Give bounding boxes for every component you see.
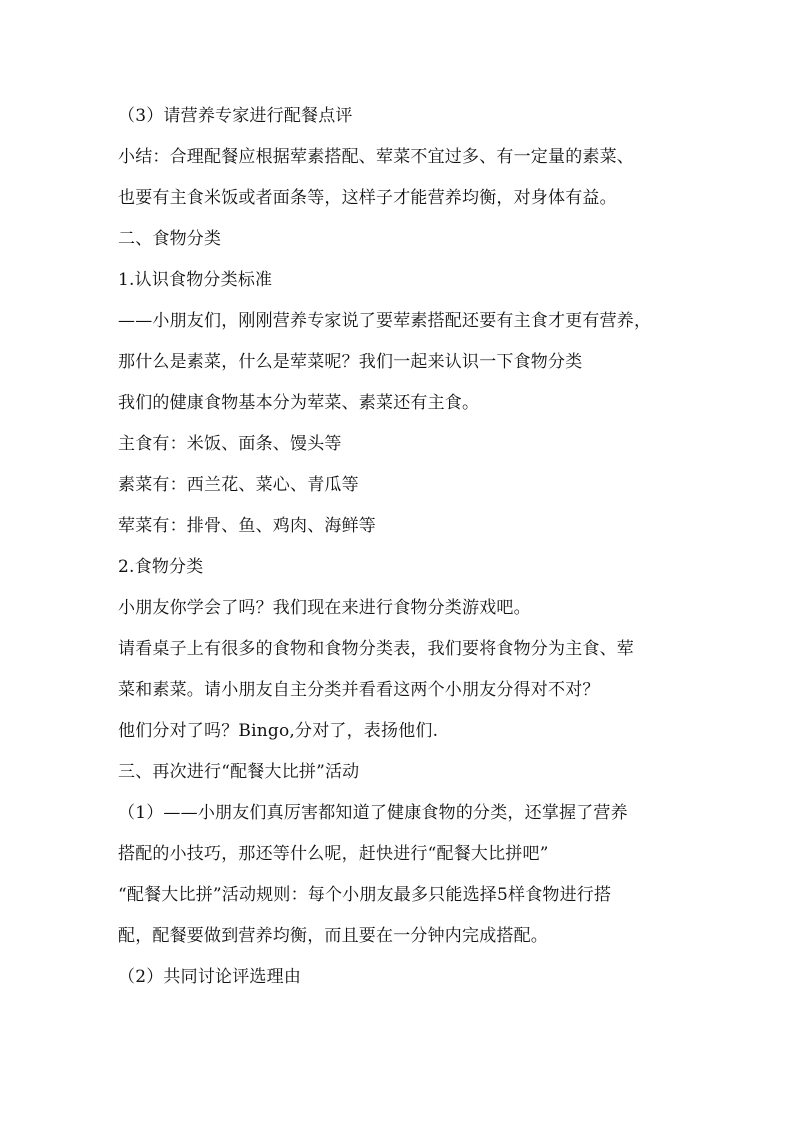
meat-food-line: 荤菜有：排骨、鱼、鸡肉、海鲜等 <box>118 516 376 536</box>
paragraph-line: 搭配的小技巧，那还等什么呢，赶快进行“配餐大比拼吧” <box>118 844 549 864</box>
paragraph-line: 请看桌子上有很多的食物和食物分类表，我们要将食物分为主食、荤 <box>118 639 634 659</box>
paragraph-line: 他们分对了吗？Bingo,分对了，表扬他们. <box>118 721 439 741</box>
document-body <box>118 96 688 998</box>
summary-line-1: 小结：合理配餐应根据荤素搭配、荤菜不宜过多、有一定量的素菜、 <box>118 147 634 167</box>
paragraph-line: ——小朋友们，刚刚营养专家说了要荤素搭配还要有主食才更有营养， <box>118 311 652 331</box>
subsection-1-heading: 1.认识食物分类标准 <box>118 270 273 290</box>
discussion-line: （2）共同讨论评选理由 <box>118 967 302 987</box>
staple-food-line: 主食有：米饭、面条、馒头等 <box>118 434 342 454</box>
section-3-activity-heading: 三、再次进行“配餐大比拼”活动 <box>118 762 360 782</box>
activity-rules-line: 配，配餐要做到营养均衡，而且要在一分钟内完成搭配。 <box>118 926 548 946</box>
activity-rules-line: “配餐大比拼”活动规则：每个小朋友最多只能选择5样食物进行搭 <box>118 885 612 905</box>
summary-line-2: 也要有主食米饭或者面条等，这样子才能营养均衡，对身体有益。 <box>118 188 617 208</box>
vegetable-food-line: 素菜有：西兰花、菜心、青瓜等 <box>118 475 359 495</box>
section-food-classification-heading: 二、食物分类 <box>118 229 222 249</box>
subsection-2-heading: 2.食物分类 <box>118 557 204 577</box>
paragraph-line: （1）——小朋友们真厉害都知道了健康食物的分类，还掌握了营养 <box>118 803 628 823</box>
paragraph-line: 我们的健康食物基本分为荤菜、素菜还有主食。 <box>118 393 480 413</box>
paragraph-line: 菜和素菜。请小朋友自主分类并看看这两个小朋友分得对不对？ <box>118 680 600 700</box>
paragraph-line: 小朋友你学会了吗？我们现在来进行食物分类游戏吧。 <box>118 598 531 618</box>
paragraph-line: 那什么是素菜，什么是荤菜呢？我们一起来认识一下食物分类 <box>118 352 583 372</box>
section-3-heading: （3）请营养专家进行配餐点评 <box>118 106 353 126</box>
